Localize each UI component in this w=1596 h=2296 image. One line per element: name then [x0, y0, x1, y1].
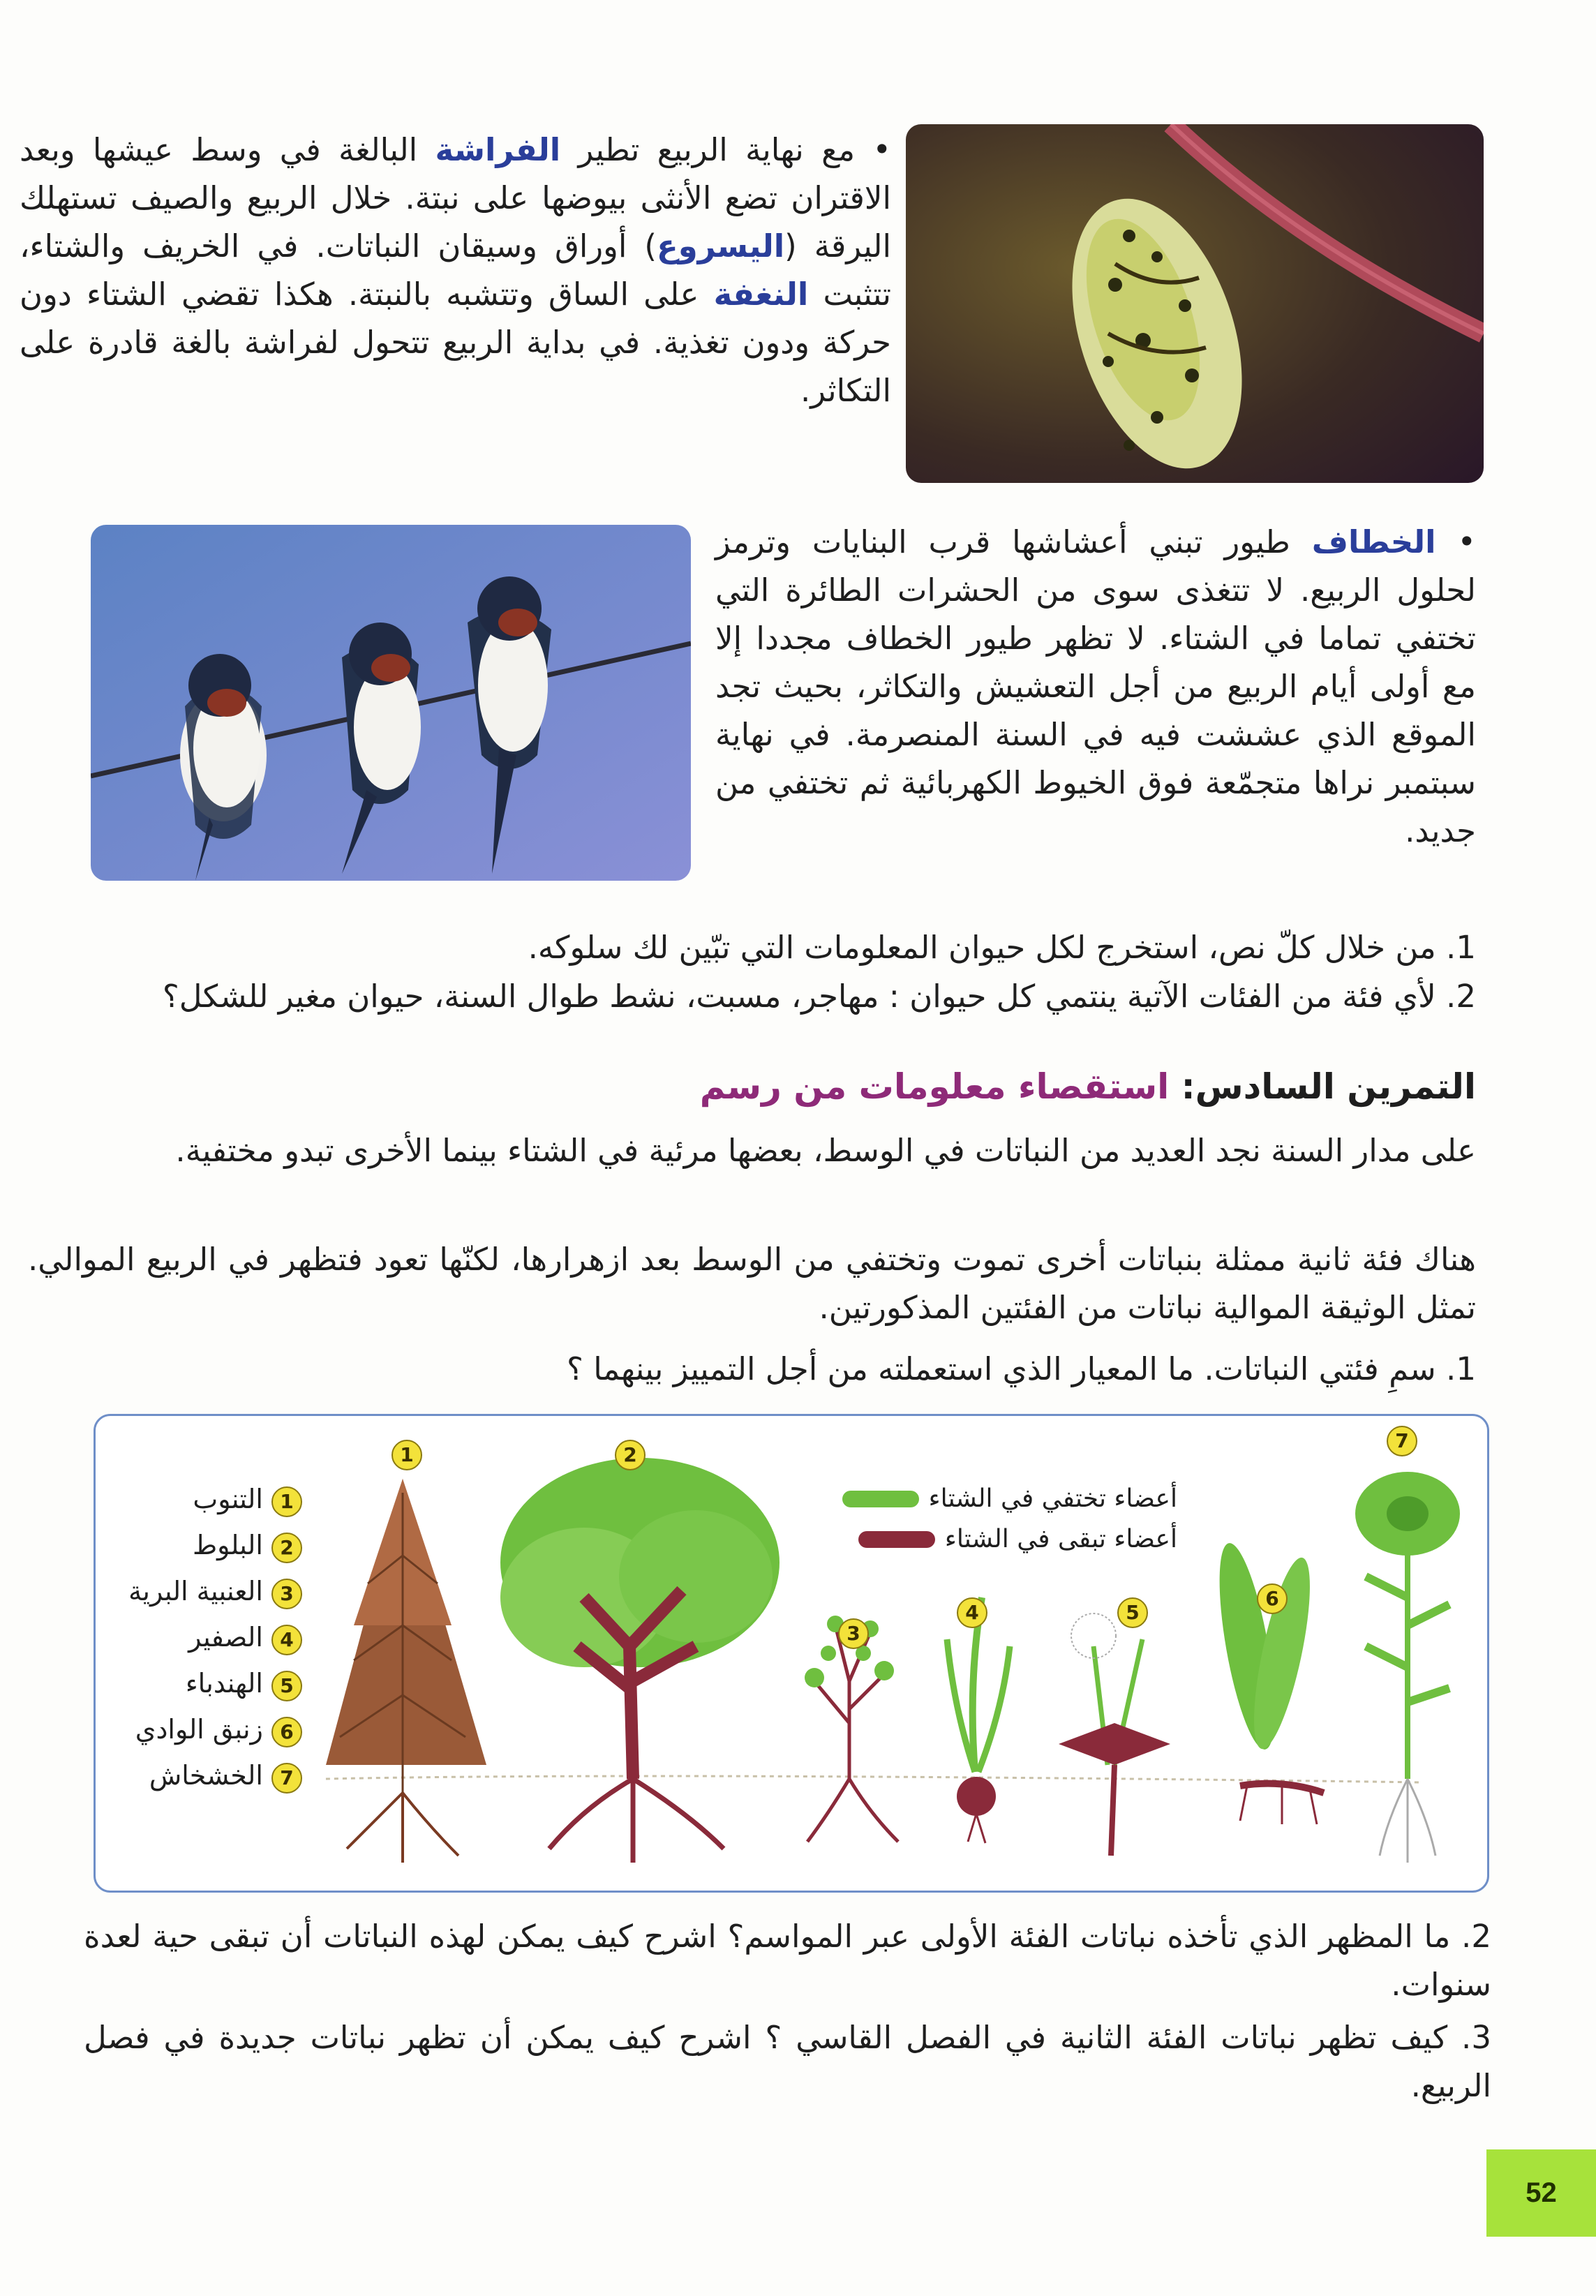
plant-marker-4: 4: [957, 1597, 987, 1628]
legend-swatch-brown: [858, 1531, 935, 1548]
plant-name-row: 7 الخشخاش: [96, 1752, 302, 1798]
plant-marker-2: 2: [615, 1440, 646, 1470]
plant-marker-6: 6: [1257, 1583, 1288, 1614]
keyword-caterpillar: اليسروع: [656, 228, 785, 264]
legend-label: أعضاء تبقى في الشتاء: [944, 1525, 1177, 1553]
blueberry-drawing: [805, 1616, 898, 1842]
plants-figure: [94, 1414, 1489, 1893]
plant-marker-3: 3: [838, 1618, 869, 1649]
question-2a: 2. لأي فئة من الفئات الآتية ينتمي كل حيوان : مهاجر، مسبت، نشط طوال السنة، حيوان مغير للشكل؟: [162, 978, 1476, 1015]
exercise-intro-1: على مدار السنة نجد العديد من النباتات في الوسط، بعضها مرئية في الشتاء بينما الأخرى تبدو مختفية.: [175, 1132, 1476, 1169]
legend-swatch-green: [842, 1491, 919, 1507]
paragraph-text: ) أوراق وسيقان النباتات. في الخريف والشتاء، تتثبت: [20, 228, 891, 313]
paragraph-text: البالغة في وسط عيشها وبعد الاقتران تضع الأنثى بيوضها على نبتة. خلال الربيع والصيف تستهلك اليرقة (: [20, 131, 892, 264]
plant-marker-7: 7: [1387, 1426, 1417, 1456]
exercise-heading: [28, 1066, 1476, 1107]
legend-row: [814, 1519, 1177, 1560]
bulb-plant-drawing: [947, 1597, 1010, 1843]
plant-name-row: 5 الهندباء: [96, 1660, 302, 1706]
dandelion-drawing: [1059, 1613, 1170, 1856]
exercise-question-3: 3. كيف تظهر نباتات الفئة الثانية في الفصل القاسي ؟ اشرح كيف يمكن أن تظهر نباتات جديدة في فصل الربيع.: [84, 2019, 1491, 2104]
poppy-drawing: [1355, 1472, 1460, 1863]
exercise-title: التمرين السادس:: [1169, 1066, 1476, 1107]
exercise-subtitle: استقصاء معلومات من رسم: [699, 1066, 1170, 1107]
plant-name-row: 1 التنوب: [96, 1476, 302, 1522]
bullet: •: [1435, 523, 1476, 560]
chrysalis-photo: [906, 124, 1484, 483]
paragraph-text: على الساق وتتشبه بالنبتة. هكذا تقضي الشتاء دون حركة ودون تغذية. في بداية الربيع تتحول لفراشة بالغة قادرة على التكاثر.: [20, 276, 891, 409]
plant-name-row: 2 البلوط: [96, 1522, 302, 1568]
question-1a: 1. من خلال كلّ نص، استخرج لكل حيوان المعلومات التي تبّين لك سلوكه.: [528, 929, 1476, 966]
figure-legend: [814, 1479, 1177, 1560]
bullet: •: [855, 131, 891, 168]
plant-name-row: 4 الصفير: [96, 1614, 302, 1660]
fir-tree-drawing: [326, 1479, 486, 1863]
butterfly-paragraph: [20, 126, 891, 415]
exercise-question-2: 2. ما المظهر الذي تأخذه نباتات الفئة الأولى عبر المواسم؟ اشرح كيف يمكن لهذه النباتات أن تبقى حية لعدة سنوات.: [84, 1918, 1491, 2003]
exercise-question-1: 1. سمِ فئتي النباتات. ما المعيار الذي استعملته من أجل التمييز بينهما ؟: [567, 1350, 1476, 1387]
plant-marker-5: 5: [1117, 1597, 1148, 1628]
legend-label: أعضاء تختفي في الشتاء: [928, 1484, 1177, 1513]
legend-row: [814, 1479, 1177, 1519]
plant-marker-1: 1: [391, 1440, 422, 1470]
paragraph-text: طيور تبني أعشاشها قرب البنايات وترمز لحلول الربيع. لا تتغذى سوى من الحشرات الطائرة التي تختفي تماما في الشتاء. لا تظهر طيور الخطاف مجددا إلا مع أولى أيام الربيع من أجل التعشيش والتكاثر، بحيث تجد الموقع الذي عششت فيه في السنة المنصرمة. في نهاية سبتمبر نراها متجمّعة فوق الخيوط الكهربائية ثم تختفي من جديد.: [715, 523, 1476, 849]
keyword-chrysalis: النغفة: [713, 276, 809, 313]
plant-name-row: 3 العنبية البرية: [96, 1568, 302, 1614]
swallow-paragraph: [715, 518, 1476, 855]
plant-name-row: 6 زنبق الوادي: [96, 1706, 302, 1752]
page-number: 52: [1486, 2149, 1596, 2237]
keyword-butterfly: الفراشة: [435, 131, 561, 168]
keyword-swallow: الخطاف: [1311, 523, 1436, 560]
exercise-intro-2: هناك فئة ثانية ممثلة بنباتات أخرى تموت وتختفي من الوسط بعد ازهرارها، لكنّها تعود فتظهر في الربيع الموالي. تمثل الوثيقة الموالية نباتات من الفئتين المذكورتين.: [28, 1241, 1476, 1326]
swallows-photo: [91, 525, 691, 881]
oak-tree-drawing: [500, 1458, 780, 1863]
plant-names-list: [96, 1476, 302, 1798]
paragraph-text: مع نهاية الربيع تطير: [560, 131, 856, 168]
